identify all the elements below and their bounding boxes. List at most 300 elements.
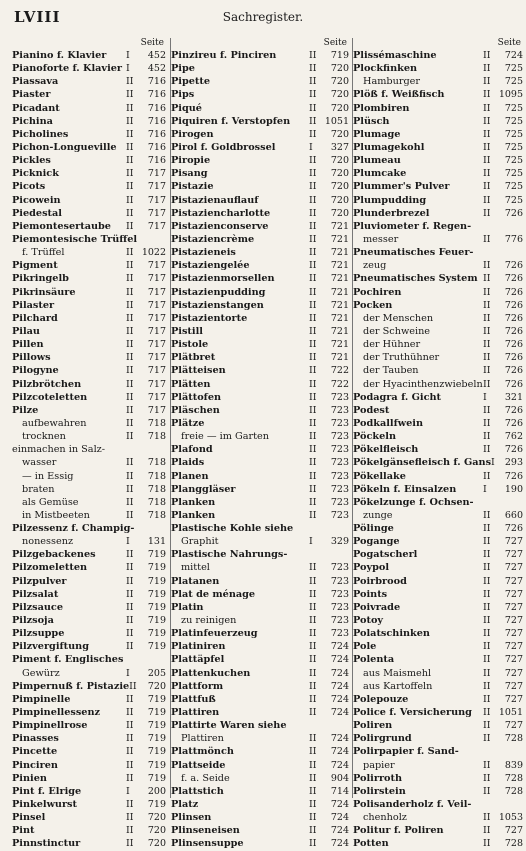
entry-term: Pillen [12, 339, 44, 351]
entry-term: Pimpinellessenz [12, 707, 101, 719]
index-entry [12, 88, 166, 101]
index-entry [353, 719, 523, 732]
entry-volume: II [309, 680, 317, 692]
entry-volume: II [309, 615, 317, 627]
entry-volume: II [483, 352, 491, 364]
entry-term: papier [363, 759, 395, 771]
entry-volume: II [309, 654, 317, 666]
index-entry [171, 62, 349, 75]
index-entry [12, 207, 166, 220]
entry-volume: II [126, 299, 134, 311]
entry-volume: II [309, 562, 317, 574]
entry-volume: II [309, 628, 317, 640]
index-entry [12, 837, 166, 850]
entry-page: 718 [147, 457, 166, 469]
entry-term: Pinsel [12, 812, 46, 824]
entry-term: Plüsch [353, 115, 390, 127]
entry-volume: II [126, 759, 134, 771]
entry-term: Pneumatisches System [353, 273, 478, 285]
entry-volume: II [309, 194, 317, 206]
entry-volume: II [483, 181, 491, 193]
entry-page: 327 [330, 141, 349, 153]
entry-page: 717 [147, 207, 166, 219]
entry-term: Pistaziengelée [171, 260, 250, 272]
entry-volume: II [483, 76, 491, 88]
entry-term: Pisang [171, 168, 208, 180]
entry-page: 720 [330, 168, 349, 180]
entry-page: 726 [504, 470, 523, 482]
entry-page: 725 [504, 155, 523, 167]
index-entry [171, 180, 349, 193]
entry-volume: I [309, 141, 313, 153]
entry-term: Politur f. Poliren [353, 825, 444, 837]
index-entry [171, 837, 349, 850]
index-entry [12, 312, 166, 325]
entry-term: Polepouze [353, 693, 409, 705]
entry-page: 726 [504, 417, 523, 429]
entry-term: Pistill [171, 325, 203, 337]
entry-term: Plastische Kohle siehe [171, 523, 294, 535]
index-entry [171, 88, 349, 101]
index-entry [353, 88, 523, 101]
index-entry [12, 470, 166, 483]
index-entry [353, 207, 523, 220]
entry-volume: II [126, 615, 134, 627]
entry-volume: II [126, 339, 134, 351]
index-entry [12, 364, 166, 377]
entry-volume: II [309, 470, 317, 482]
entry-volume: II [126, 575, 134, 587]
index-entry [353, 680, 523, 693]
entry-term: Plumpudding [353, 194, 427, 206]
index-entry [353, 430, 523, 443]
entry-volume: I [483, 483, 487, 495]
entry-volume: II [309, 286, 317, 298]
entry-volume: II [483, 444, 491, 456]
entry-page: 726 [504, 312, 523, 324]
entry-volume [483, 798, 495, 811]
entry-volume: II [483, 707, 491, 719]
entry-page: 719 [147, 746, 166, 758]
entry-volume: II [126, 365, 134, 377]
entry-term: aufbewahren [22, 417, 87, 429]
entry-page: 724 [504, 50, 523, 61]
index-entry [12, 693, 166, 706]
entry-page: 722 [330, 365, 349, 377]
index-entry [12, 286, 166, 299]
entry-page: 721 [330, 299, 349, 311]
entry-volume: II [309, 838, 317, 850]
entry-page: 721 [330, 325, 349, 337]
entry-term: Piquiren f. Verstopfen [171, 115, 291, 127]
entry-term: Polisanderholz f. Veil- [353, 799, 472, 811]
entry-volume: II [309, 76, 317, 88]
entry-volume: II [309, 273, 317, 285]
entry-page: 723 [330, 391, 349, 403]
index-entry [353, 75, 523, 88]
entry-term: Polirroth [353, 772, 403, 784]
entry-volume: II [309, 365, 317, 377]
entry-volume [483, 496, 495, 509]
entry-term: Pistazientorte [171, 312, 248, 324]
index-entry [171, 785, 349, 798]
entry-term: einmachen in Salz- [12, 444, 106, 456]
index-entry [171, 154, 349, 167]
entry-term: Plattenkuchen [171, 667, 251, 679]
entry-volume: II [309, 575, 317, 587]
entry-volume: II [126, 155, 134, 167]
entry-page: 719 [147, 628, 166, 640]
entry-term: Pluviometer f. Regen- [353, 220, 472, 232]
entry-page: 329 [330, 536, 349, 548]
entry-term: Pinnstinctur [12, 838, 81, 850]
entry-page: 717 [147, 312, 166, 324]
entry-page: 724 [330, 746, 349, 758]
entry-term: Pilaster [12, 299, 55, 311]
entry-volume: II [126, 207, 134, 219]
entry-page: 725 [504, 76, 523, 88]
entry-volume: II [483, 63, 491, 75]
entry-page: 719 [147, 641, 166, 653]
index-entry [353, 561, 523, 574]
entry-page: 724 [330, 799, 349, 811]
entry-volume: II [126, 799, 134, 811]
page-header [0, 8, 526, 30]
index-entry [12, 272, 166, 285]
index-entry [12, 640, 166, 653]
entry-page: 726 [504, 207, 523, 219]
index-entry [353, 811, 523, 824]
entry-page: 716 [147, 76, 166, 88]
entry-volume: II [126, 746, 134, 758]
entry-page: 716 [147, 141, 166, 153]
entry-page: 724 [330, 759, 349, 771]
entry-volume: II [483, 575, 491, 587]
entry-volume: II [483, 785, 491, 797]
entry-volume: II [309, 220, 317, 232]
entry-page: 720 [147, 680, 166, 692]
entry-volume: II [309, 181, 317, 193]
entry-page: 717 [147, 391, 166, 403]
entry-term: Pilzpulver [12, 575, 67, 587]
entry-term: Platinfeuerzeug [171, 628, 258, 640]
index-entry [12, 378, 166, 391]
index-entry [171, 811, 349, 824]
entry-page: 720 [147, 825, 166, 837]
entry-volume [137, 233, 146, 246]
entry-term: Potoy [353, 615, 384, 627]
entry-term: Podkallfwein [353, 417, 424, 429]
entry-page: 727 [504, 615, 523, 627]
entry-page: 723 [330, 404, 349, 416]
entry-page: 728 [504, 772, 523, 784]
entry-page: 717 [147, 378, 166, 390]
entry-page: 721 [330, 312, 349, 324]
entry-term: Plinsensuppe [171, 838, 244, 850]
entry-term: Pogatscherl [353, 549, 418, 561]
entry-volume: II [483, 233, 491, 245]
entry-term: Plumage [353, 128, 401, 140]
entry-volume: II [126, 194, 134, 206]
entry-page: 723 [330, 417, 349, 429]
entry-volume: II [483, 115, 491, 127]
index-entry [353, 706, 523, 719]
entry-page: 717 [147, 260, 166, 272]
index-entry [353, 509, 523, 522]
index-entry [353, 180, 523, 193]
entry-term: als Gemüse [22, 496, 79, 508]
index-entry [12, 614, 166, 627]
index-entry [12, 719, 166, 732]
entry-term: Piemontesische Trüffel [12, 233, 138, 245]
entry-page [321, 719, 349, 732]
index-entry [353, 272, 523, 285]
index-entry [171, 719, 349, 732]
entry-volume: II [309, 247, 317, 259]
entry-term: f. a. Seide [181, 772, 230, 784]
entry-volume: II [309, 693, 317, 705]
entry-term: Pistazieneis [171, 247, 236, 259]
index-entry [353, 640, 523, 653]
entry-page: 724 [330, 733, 349, 745]
entry-term: Planggläser [171, 483, 236, 495]
index-entry [171, 509, 349, 522]
entry-page: 725 [504, 102, 523, 114]
entry-term: aus Kartoffeln [363, 680, 433, 692]
entry-volume: I [126, 50, 130, 61]
entry-volume: II [483, 260, 491, 272]
entry-term: Pölinge [353, 523, 394, 535]
entry-page: 723 [330, 457, 349, 469]
entry-volume: II [126, 260, 134, 272]
entry-term: Pistazienpudding [171, 286, 266, 298]
entry-page: 719 [147, 588, 166, 600]
entry-volume: II [126, 141, 134, 153]
entry-page: 293 [504, 457, 523, 469]
entry-volume: II [309, 496, 317, 508]
entry-page: 727 [504, 601, 523, 613]
entry-page: 727 [504, 536, 523, 548]
index-entry [12, 62, 166, 75]
index-entry [353, 456, 523, 469]
entry-page: 716 [147, 89, 166, 101]
index-entry [171, 286, 349, 299]
entry-volume: II [483, 431, 491, 443]
entry-volume: II [126, 693, 134, 705]
entry-term: Pipe [171, 63, 195, 75]
index-entry [171, 588, 349, 601]
index-entry [171, 575, 349, 588]
index-entry [12, 430, 166, 443]
entry-page: 717 [147, 286, 166, 298]
index-entry [12, 417, 166, 430]
entry-page: 762 [504, 431, 523, 443]
entry-page: 719 [147, 601, 166, 613]
index-entry [353, 785, 523, 798]
entry-term: Planken [171, 496, 216, 508]
index-entry [353, 614, 523, 627]
index-entry [171, 417, 349, 430]
index-entry [171, 404, 349, 417]
entry-volume: II [126, 89, 134, 101]
index-entry [353, 141, 523, 154]
index-entry [171, 141, 349, 154]
entry-page: 1051 [324, 115, 349, 127]
entry-page: 718 [147, 509, 166, 521]
entry-term: Pilzsauce [12, 601, 63, 613]
entry-page: 727 [504, 680, 523, 692]
entry-page: 720 [330, 194, 349, 206]
entry-volume: I [483, 391, 487, 403]
entry-term: Platz [171, 799, 199, 811]
entry-page: 723 [330, 615, 349, 627]
entry-page: 1051 [498, 707, 523, 719]
entry-page: 720 [330, 128, 349, 140]
entry-page: 717 [147, 365, 166, 377]
entry-term: Hamburger [363, 76, 421, 88]
entry-volume: II [483, 299, 491, 311]
index-entry [171, 706, 349, 719]
entry-volume: II [309, 759, 317, 771]
entry-volume: II [129, 680, 137, 692]
entry-volume: II [483, 286, 491, 298]
index-entry [171, 470, 349, 483]
entry-page: 720 [147, 812, 166, 824]
index-entry [12, 627, 166, 640]
entry-page: 721 [330, 352, 349, 364]
entry-term: in Mistbeeten [22, 509, 90, 521]
index-entry [12, 115, 166, 128]
entry-volume: II [309, 707, 317, 719]
index-entry [353, 653, 523, 666]
entry-page: 723 [330, 483, 349, 495]
entry-term: Polatschinken [353, 628, 430, 640]
entry-term: Points [353, 588, 388, 600]
entry-page: 723 [330, 509, 349, 521]
entry-volume: II [309, 785, 317, 797]
index-entry [12, 483, 166, 496]
entry-volume: II [126, 286, 134, 298]
entry-page: 131 [147, 536, 166, 548]
entry-volume: II [483, 693, 491, 705]
entry-term: der Menschen [363, 312, 434, 324]
index-entry [171, 627, 349, 640]
entry-volume: II [309, 733, 317, 745]
entry-term: Pilzcoteletten [12, 391, 88, 403]
index-entry [12, 588, 166, 601]
entry-term: Polirstein [353, 785, 406, 797]
entry-volume: II [309, 168, 317, 180]
entry-page: 720 [330, 89, 349, 101]
entry-volume: II [483, 339, 491, 351]
entry-term: trocknen [22, 431, 66, 443]
index-entry [171, 456, 349, 469]
index-entry [171, 312, 349, 325]
index-entry [353, 233, 523, 246]
entry-term: Pinasses [12, 733, 59, 745]
index-entry [353, 62, 523, 75]
index-entry [353, 259, 523, 272]
entry-volume: II [309, 444, 317, 456]
entry-page: 727 [504, 628, 523, 640]
entry-page: 717 [147, 352, 166, 364]
entry-term: Pincette [12, 746, 58, 758]
entry-term: Plafond [171, 444, 213, 456]
index-entry [12, 824, 166, 837]
entry-volume: II [126, 470, 134, 482]
index-entry [12, 128, 166, 141]
entry-page: 720 [330, 76, 349, 88]
index-entry [353, 548, 523, 561]
entry-volume: II [126, 431, 134, 443]
index-entry [12, 102, 166, 115]
entry-term: Platanen [171, 575, 220, 587]
entry-volume: II [483, 825, 491, 837]
entry-page: 717 [147, 273, 166, 285]
entry-volume: I [126, 785, 130, 797]
entry-term: Pole [353, 641, 377, 653]
index-entry [171, 299, 349, 312]
index-entry [12, 180, 166, 193]
entry-term: Pökelgänsefleisch f. Gans [353, 457, 492, 469]
index-entry [171, 653, 349, 666]
entry-term: Pilze [12, 404, 39, 416]
index-entry [171, 430, 349, 443]
entry-term: Plumagekohl [353, 141, 425, 153]
entry-term: Podest [353, 404, 390, 416]
entry-page: 726 [504, 299, 523, 311]
entry-term: Picadant [12, 102, 60, 114]
index-entry [12, 601, 166, 614]
entry-term: Pilogyne [12, 365, 59, 377]
index-entry [12, 561, 166, 574]
index-entry [171, 693, 349, 706]
index-entry [353, 325, 523, 338]
entry-page: 776 [504, 233, 523, 245]
entry-page: 726 [504, 523, 523, 535]
entry-page: 720 [330, 207, 349, 219]
entry-term: f. Trüffel [22, 247, 65, 259]
entry-page [495, 220, 523, 233]
entry-term: Police f. Versicherung [353, 707, 472, 719]
entry-volume: II [483, 601, 491, 613]
entry-page: 719 [147, 707, 166, 719]
entry-term: der Hyacinthenzwiebeln [363, 378, 483, 390]
index-entry [353, 470, 523, 483]
index-entry [171, 496, 349, 509]
index-entry [353, 693, 523, 706]
entry-volume: II [126, 601, 134, 613]
entry-term: Plockfinken [353, 63, 418, 75]
entry-term: Pneumatisches Feuer- [353, 247, 474, 259]
entry-page: 727 [504, 641, 523, 653]
entry-volume: II [126, 562, 134, 574]
entry-term: Pilzgebackenes [12, 549, 96, 561]
entry-term: Plaids [171, 457, 205, 469]
entry-term: Plattseide [171, 759, 226, 771]
index-entry [171, 535, 349, 548]
index-entry [353, 391, 523, 404]
entry-page: 718 [147, 496, 166, 508]
entry-term: braten [22, 483, 55, 495]
entry-term: Pimpernuß f. Pistazie [12, 680, 130, 692]
entry-page: 719 [147, 693, 166, 705]
index-entry [353, 443, 523, 456]
index-entry [171, 522, 349, 535]
entry-page: 720 [330, 155, 349, 167]
entry-page: 727 [504, 825, 523, 837]
index-column-1 [12, 38, 166, 850]
